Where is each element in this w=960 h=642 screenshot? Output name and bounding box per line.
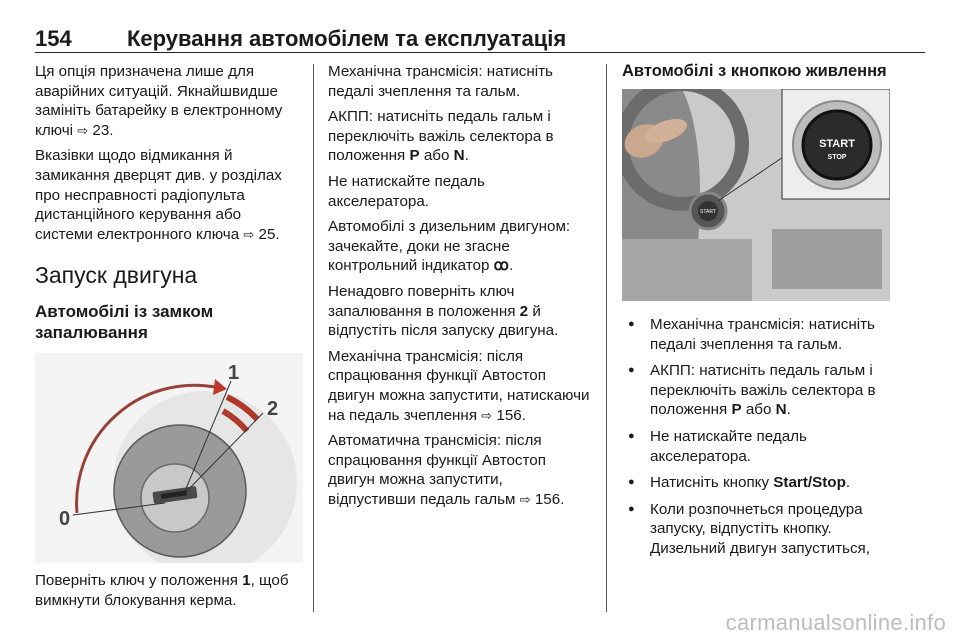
- list-item: ● Коли розпочнеться процедура запуску, відпустіть кнопку. Дизельний двигун запуститься,: [622, 500, 890, 559]
- section-heading: Запуск двигуна: [35, 262, 198, 289]
- column-1: [35, 62, 303, 617]
- steps-list: [622, 315, 890, 559]
- page-ref-link[interactable]: 156.: [496, 406, 526, 424]
- watermark: carmanualsonline.info: [725, 610, 946, 635]
- paragraph-doors: Вказівки щодо відмикання й замикання дверцят див. у розділах про несправності радіопульта дистанційного керування або системи електронного ключа ⇨ 25.: [35, 147, 282, 243]
- paragraph-accelerator: Не натискайте педаль акселератора.: [328, 172, 485, 210]
- page-ref-link[interactable]: 156.: [534, 490, 565, 508]
- page-ref-link[interactable]: 25.: [258, 225, 280, 243]
- list-item: ● Механічна трансмісія: натисніть педалі зчеплення та гальм.: [622, 315, 890, 354]
- start-stop-figure: [622, 89, 890, 301]
- page-ref-link[interactable]: 23.: [92, 121, 114, 139]
- paragraph-battery: Ця опція призначена лише для аварійних ситуацій. Якнайшвидше замініть батарейку в електронному ключі ⇨ 23.: [35, 63, 283, 139]
- page-ref-arrow-icon: ⇨: [243, 226, 255, 242]
- start-label: START: [819, 138, 855, 150]
- column-divider-1: [313, 64, 314, 612]
- paragraph-autostop-manual: Механічна трансмісія: після спрацювання функції Автостоп двигун можна запустити, натискаючи на педаль зчеплення ⇨ 156.: [328, 347, 590, 424]
- paragraph-automatic: АКПП: натисніть педаль гальм і переключіть важіль селектора в положення P або N.: [328, 108, 554, 165]
- glow-plug-icon: ꝏ: [493, 257, 510, 275]
- paragraph-turn-key: Ненадовго поверніть ключ запалювання в положення 2 й відпустіть після запуску двигуна.: [328, 282, 559, 340]
- start-stop-illustration: [622, 89, 890, 301]
- page-ref-arrow-icon: ⇨: [77, 122, 89, 138]
- column-3: [622, 62, 890, 566]
- list-item: ● Натисніть кнопку Start/Stop.: [622, 473, 890, 493]
- page-header: [35, 26, 925, 53]
- column-2: [328, 62, 590, 515]
- stop-label: STOP: [827, 154, 847, 161]
- ignition-lock-illustration: [35, 353, 303, 563]
- subsection-heading: Автомобілі із замком запалювання: [35, 302, 214, 343]
- position-1-label: 1: [228, 362, 240, 385]
- page-title: Керування автомобілем та експлуатація: [127, 26, 567, 51]
- page-ref-arrow-icon: ⇨: [481, 407, 493, 423]
- paragraph-diesel: Автомобілі з дизельним двигуном: зачекайте, доки не згасне контрольний індикатор ꝏ.: [328, 218, 571, 275]
- column-divider-2: [606, 64, 607, 612]
- list-item: ● АКПП: натисніть педаль гальм і переключіть важіль селектора в положення P або N.: [622, 361, 890, 420]
- paragraph-manual-clutch: Механічна трансмісія: натисніть педалі зчеплення та гальм.: [328, 63, 553, 100]
- position-2-label: 2: [267, 398, 279, 421]
- list-item: ● Не натискайте педаль акселератора.: [622, 427, 890, 466]
- svg-text:START: START: [700, 209, 716, 215]
- paragraph-autostop-automatic: Автоматична трансмісія: після спрацювання функції Автостоп двигун можна запустити, відпустивши педаль гальм ⇨ 156.: [328, 432, 565, 508]
- page-ref-arrow-icon: ⇨: [519, 491, 531, 507]
- page-number: 154: [35, 26, 72, 51]
- subsection-heading-power-button: Автомобілі з кнопкою живлення: [622, 62, 887, 80]
- ignition-figure: [35, 353, 303, 563]
- figure-caption: Поверніть ключ у положення 1, щоб вимкнути блокування керма.: [35, 572, 289, 609]
- position-0-label: 0: [59, 508, 71, 531]
